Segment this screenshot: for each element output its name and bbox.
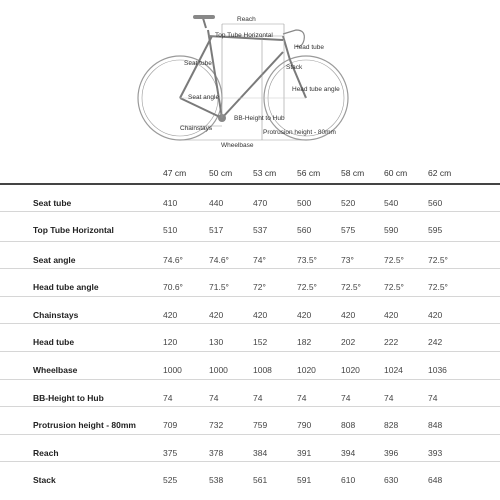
size-58: 58 cm	[341, 168, 365, 178]
table-row	[0, 461, 500, 498]
cell: 72.5°	[297, 282, 317, 292]
cell: 420	[253, 310, 268, 320]
label-reach: Reach	[237, 16, 256, 23]
size-62: 62 cm	[428, 168, 452, 178]
cell: 560	[297, 225, 312, 235]
row-divider	[0, 461, 500, 462]
cell: 72.5°	[341, 282, 361, 292]
cell: 120	[163, 337, 178, 347]
label-seat-angle: Seat angle	[188, 94, 220, 101]
row-divider	[0, 406, 500, 407]
cell: 420	[209, 310, 224, 320]
cell: 74.6°	[163, 255, 183, 265]
row-label: Head tube angle	[33, 282, 99, 292]
cell: 525	[163, 475, 178, 485]
cell: 152	[253, 337, 268, 347]
cell: 517	[209, 225, 224, 235]
cell: 590	[384, 225, 399, 235]
cell: 470	[253, 198, 268, 208]
size-53: 53 cm	[253, 168, 277, 178]
cell: 520	[341, 198, 356, 208]
cell: 74	[163, 393, 173, 403]
cell: 72.5°	[384, 282, 404, 292]
saddle	[193, 15, 215, 19]
cell: 74	[384, 393, 394, 403]
row-divider	[0, 351, 500, 352]
row-label: Seat tube	[33, 198, 72, 208]
cell: 610	[341, 475, 356, 485]
row-label: Chainstays	[33, 310, 79, 320]
cell: 74	[341, 393, 351, 403]
cell: 71.5°	[209, 282, 229, 292]
size-60: 60 cm	[384, 168, 408, 178]
cell: 420	[428, 310, 443, 320]
cell: 394	[341, 448, 356, 458]
cell: 73°	[341, 255, 354, 265]
label-top-tube: Top Tube Horizontal	[215, 32, 273, 39]
cell: 74.6°	[209, 255, 229, 265]
bike-geometry-diagram	[0, 0, 500, 158]
cell: 732	[209, 420, 224, 430]
cell: 73.5°	[297, 255, 317, 265]
cell: 384	[253, 448, 268, 458]
label-wheelbase: Wheelbase	[221, 142, 254, 149]
cell: 1036	[428, 365, 447, 375]
cell: 72.5°	[428, 282, 448, 292]
cell: 575	[341, 225, 356, 235]
cell: 538	[209, 475, 224, 485]
row-divider	[0, 296, 500, 297]
row-divider	[0, 323, 500, 324]
cell: 561	[253, 475, 268, 485]
cell: 510	[163, 225, 178, 235]
cell: 1000	[209, 365, 228, 375]
cell: 74°	[253, 255, 266, 265]
cell: 591	[297, 475, 312, 485]
row-label: Reach	[33, 448, 59, 458]
row-divider	[0, 211, 500, 212]
bike-drawing	[0, 0, 500, 158]
cell: 72.5°	[384, 255, 404, 265]
label-head-tube-angle: Head tube angle	[292, 86, 340, 93]
cell: 709	[163, 420, 178, 430]
cell: 1000	[163, 365, 182, 375]
cell: 130	[209, 337, 224, 347]
size-56: 56 cm	[297, 168, 321, 178]
cell: 74	[428, 393, 438, 403]
cell: 420	[341, 310, 356, 320]
cell: 420	[163, 310, 178, 320]
cell: 420	[297, 310, 312, 320]
cell: 396	[384, 448, 399, 458]
cell: 242	[428, 337, 443, 347]
row-divider	[0, 379, 500, 380]
row-divider	[0, 268, 500, 269]
cell: 1020	[297, 365, 316, 375]
label-seat-tube: Seat tube	[184, 60, 212, 67]
cell: 500	[297, 198, 312, 208]
cell: 808	[341, 420, 356, 430]
cell: 648	[428, 475, 443, 485]
cell: 759	[253, 420, 268, 430]
cell: 420	[384, 310, 399, 320]
cell: 540	[384, 198, 399, 208]
label-chainstays: Chainstays	[180, 125, 213, 132]
row-divider	[0, 434, 500, 435]
cell: 1008	[253, 365, 272, 375]
cell: 182	[297, 337, 312, 347]
cell: 74	[297, 393, 307, 403]
cell: 74	[209, 393, 219, 403]
cell: 375	[163, 448, 178, 458]
row-label: Protrusion height - 80mm	[33, 420, 136, 430]
row-divider	[0, 241, 500, 242]
cell: 828	[384, 420, 399, 430]
cell: 378	[209, 448, 224, 458]
size-47: 47 cm	[163, 168, 187, 178]
cell: 790	[297, 420, 312, 430]
cell: 848	[428, 420, 443, 430]
cell: 391	[297, 448, 312, 458]
cell: 72°	[253, 282, 266, 292]
row-label: BB-Height to Hub	[33, 393, 104, 403]
cell: 537	[253, 225, 268, 235]
cell: 74	[253, 393, 263, 403]
cell: 410	[163, 198, 178, 208]
cell: 70.6°	[163, 282, 183, 292]
cell: 202	[341, 337, 356, 347]
cell: 1024	[384, 365, 403, 375]
label-head-tube: Head tube	[294, 44, 324, 51]
cell: 440	[209, 198, 224, 208]
cell: 595	[428, 225, 443, 235]
cell: 393	[428, 448, 443, 458]
cell: 1020	[341, 365, 360, 375]
label-bb-height: BB-Height to Hub	[234, 115, 285, 122]
row-label: Wheelbase	[33, 365, 78, 375]
size-50: 50 cm	[209, 168, 233, 178]
cell: 222	[384, 337, 399, 347]
row-label: Top Tube Horizontal	[33, 225, 114, 235]
row-label: Seat angle	[33, 255, 76, 265]
cell: 560	[428, 198, 443, 208]
cell: 630	[384, 475, 399, 485]
row-label: Stack	[33, 475, 56, 485]
label-protrusion: Protrusion height - 80mm	[263, 129, 336, 136]
cell: 72.5°	[428, 255, 448, 265]
row-label: Head tube	[33, 337, 75, 347]
label-stack: Stack	[286, 64, 303, 71]
